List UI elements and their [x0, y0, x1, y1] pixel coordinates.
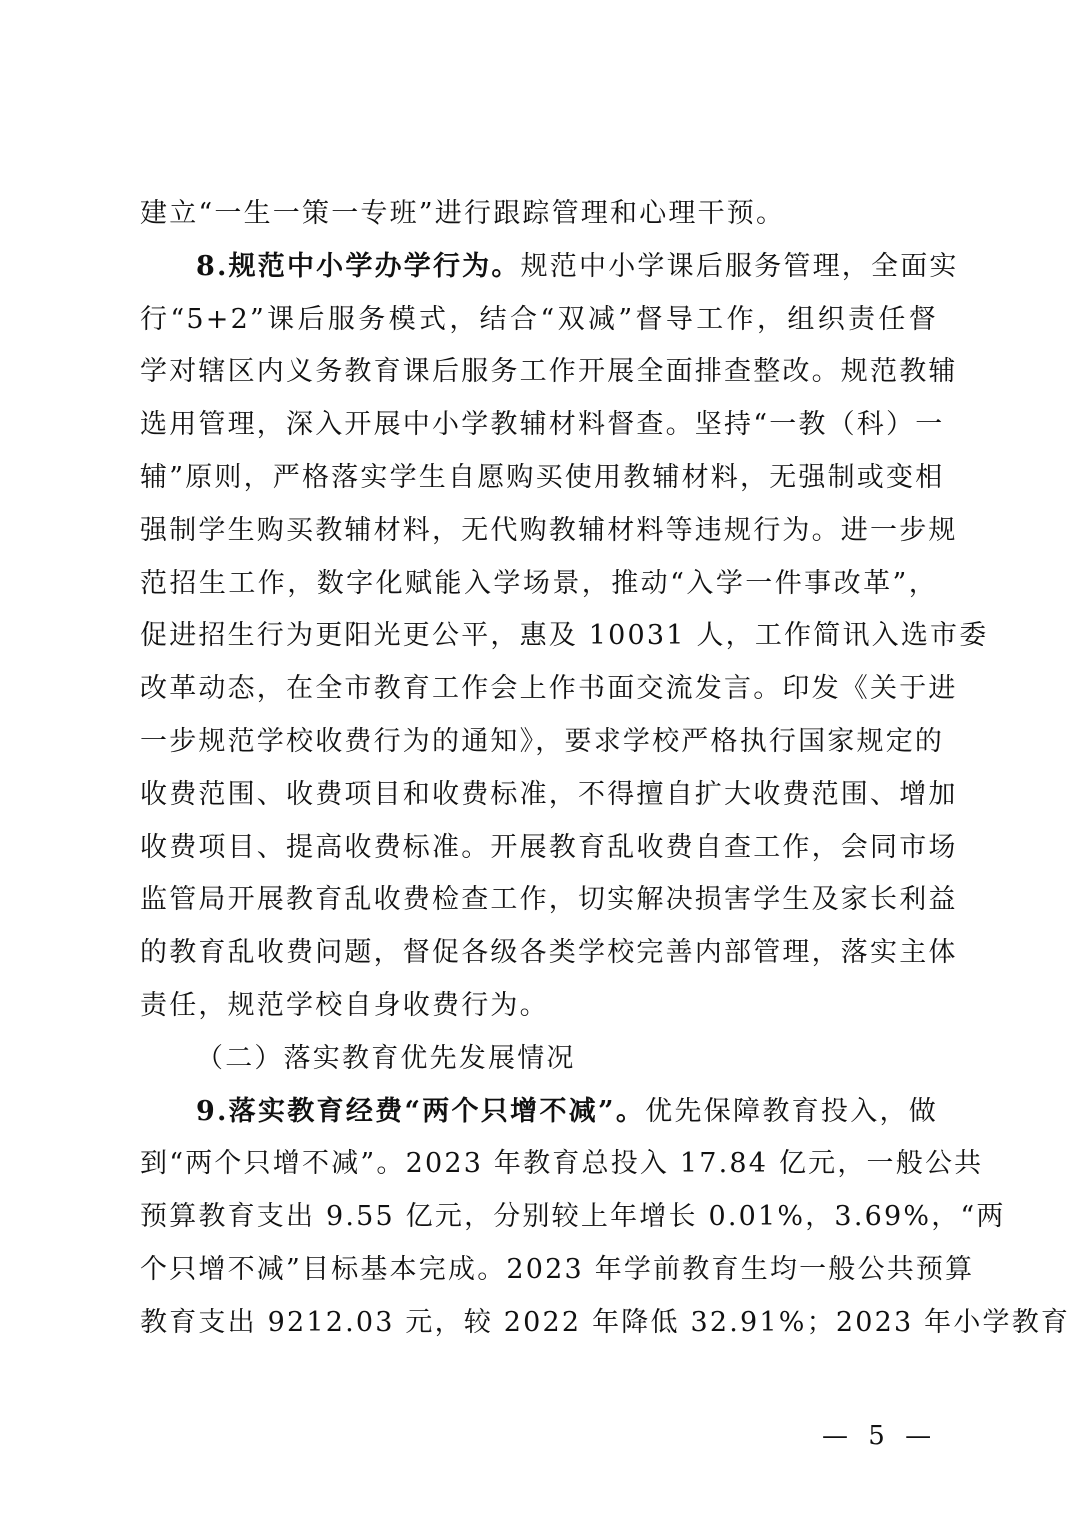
page-number: — 5 —	[822, 1421, 938, 1451]
paragraph-line: 的教育乱收费问题，督促各级各类学校完善内部管理，落实主体	[140, 937, 958, 969]
paragraph-line: 辅”原则，严格落实学生自愿购买使用教辅材料，无强制或变相	[140, 461, 945, 493]
paragraph-line: 收费项目、提高收费标准。开展教育乱收费自查工作，会同市场	[140, 831, 958, 863]
paragraph-line: 到“两个只增不减”。2023 年教育总投入 17.84 亿元，一般公共	[140, 1148, 984, 1180]
paragraph-line	[140, 1086, 938, 1139]
body-text	[140, 188, 1071, 1350]
paragraph-line: 预算教育支出 9.55 亿元，分别较上年增长 0.01%，3.69%，“两	[140, 1201, 1006, 1233]
paragraph-text: 优先保障教育投入，做	[645, 1095, 938, 1127]
section-heading: （二）落实教育优先发展情况	[196, 1042, 576, 1074]
paragraph-line: 学对辖区内义务教育课后服务工作开展全面排查整改。规范教辅	[140, 356, 958, 388]
paragraph-line: 收费范围、收费项目和收费标准，不得擅自扩大收费范围、增加	[140, 778, 958, 810]
paragraph-line: 建立“一生一策一专班”进行跟踪管理和心理干预。	[140, 198, 786, 229]
paragraph-line: 强制学生购买教辅材料，无代购教辅材料等违规行为。进一步规	[140, 514, 958, 546]
paragraph-line: 促进招生行为更阳光更公平，惠及 10031 人，工作简讯入选市委	[140, 620, 989, 652]
paragraph-line: 改革动态，在全市教育工作会上作书面交流发言。印发《关于进	[140, 673, 958, 705]
paragraph-line: 责任，规范学校自身收费行为。	[140, 989, 549, 1021]
paragraph-line: 个只增不减”目标基本完成。2023 年学前教育生均一般公共预算	[140, 1253, 975, 1285]
paragraph-line: 一步规范学校收费行为的通知》，要求学校严格执行国家规定的	[140, 725, 945, 757]
paragraph-text: 规范中小学课后服务管理，全面实	[520, 250, 959, 282]
paragraph-line: 选用管理，深入开展中小学教辅材料督查。坚持“一教（科）一	[140, 409, 945, 441]
item-heading: 9.落实教育经费“两个只增不减”。	[196, 1095, 646, 1127]
paragraph-line: 教育支出 9212.03 元，较 2022 年降低 32.91%；2023 年小学教育	[140, 1306, 1071, 1338]
paragraph-line: 监管局开展教育乱收费检查工作，切实解决损害学生及家长利益	[140, 884, 958, 916]
item-heading: 8.规范中小学办学行为。	[196, 250, 521, 282]
paragraph-line: 范招生工作，数字化赋能入学场景，推动“入学一件事改革”，	[140, 567, 938, 599]
paragraph-line	[140, 241, 959, 294]
paragraph-line: 行“5+2”课后服务模式，结合“双减”督导工作，组织责任督	[140, 303, 938, 335]
